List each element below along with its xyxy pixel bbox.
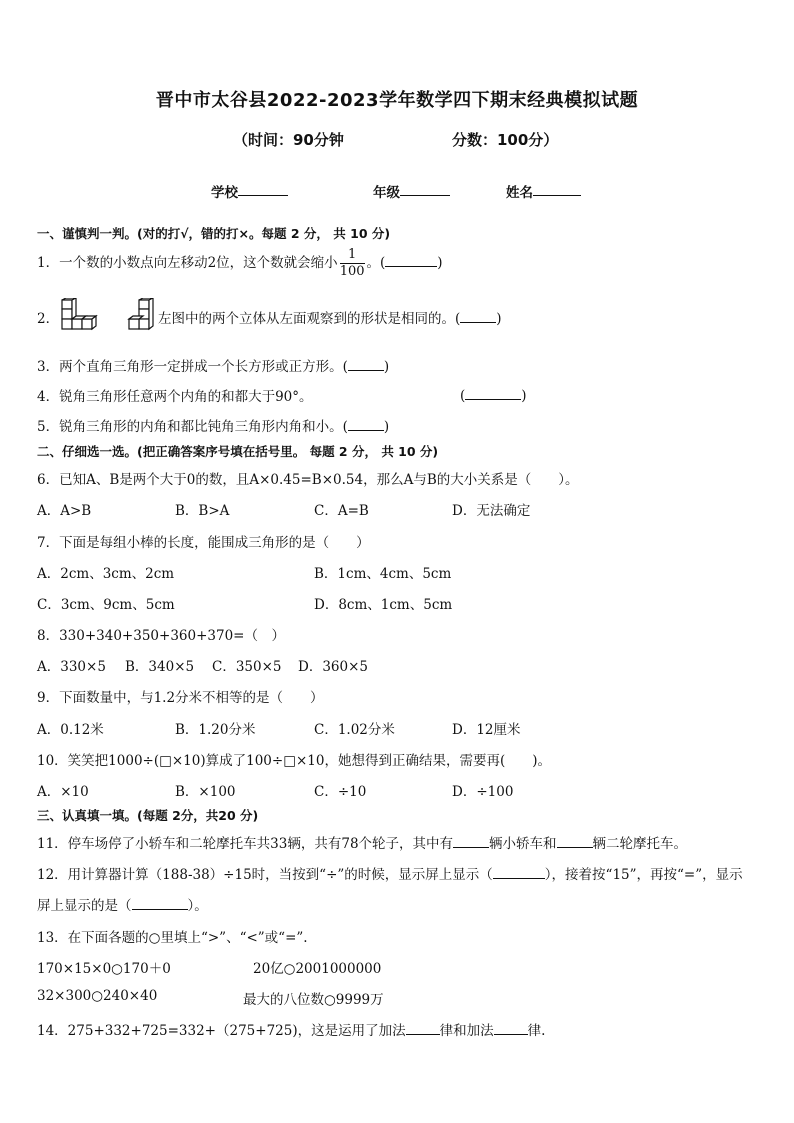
section1-heading: 一、谨慎判一判。(对的打√，错的打×。每题 2 分， 共 10 分) xyxy=(37,226,391,241)
q13-item-a[interactable]: 170×15×0○170＋0 xyxy=(37,961,171,977)
answer-blank-2[interactable] xyxy=(460,308,496,323)
question-12-cont: 屏上显示的是（ ）。 xyxy=(37,894,208,914)
school-label: 学校 xyxy=(211,185,238,201)
question-10: 10．笑笑把1000÷(□×10)算成了100÷□×10，她想得到正确结果，需要再( )。 xyxy=(37,753,551,769)
q9-option-c[interactable]: C．1.02分米 xyxy=(314,722,395,738)
answer-blank-1[interactable] xyxy=(385,252,437,267)
student-info xyxy=(0,181,794,203)
question-8: 8．330+340+350+360+370=（ ） xyxy=(37,628,285,644)
q6-option-b[interactable]: B．B>A xyxy=(175,503,230,519)
question-11: 11．停车场停了小轿车和二轮摩托车共33辆，共有78个轮子，其中有 辆小轿车和 辆二轮摩托车。 xyxy=(37,832,687,852)
question-5: 5．锐角三角形的内角和都比钝角三角形内角和小。( ) xyxy=(37,415,389,435)
q6-option-c[interactable]: C．A=B xyxy=(314,503,369,519)
q8-option-c[interactable]: C．350×5 xyxy=(212,659,282,675)
name-field[interactable] xyxy=(506,181,533,201)
page-title: 晋中市太谷县2022-2023学年数学四下期末经典模拟试题 xyxy=(155,90,639,111)
section3-heading: 三、认真填一填。(每题 2分，共20 分) xyxy=(37,808,259,823)
answer-blank-14b[interactable] xyxy=(494,1020,528,1035)
cube-stack-left-icon xyxy=(58,298,104,332)
question-4-answer: ( ) xyxy=(460,385,527,404)
question-6: 6．已知A、B是两个大于0的数，且A×0.45=B×0.54，那么A与B的大小关系是（ ）。 xyxy=(37,472,579,488)
question-13: 13．在下面各题的○里填上“>”、“<”或“=”. xyxy=(37,930,308,946)
q10-option-a[interactable]: A．×10 xyxy=(37,784,89,800)
answer-blank-5[interactable] xyxy=(348,416,384,431)
q7-option-b[interactable]: B．1cm、4cm、5cm xyxy=(314,566,452,582)
q6-option-a[interactable]: A．A>B xyxy=(37,503,92,519)
answer-blank-12b[interactable] xyxy=(132,895,188,910)
q13-item-c[interactable]: 32×300○240×40 xyxy=(37,988,158,1004)
q7-option-a[interactable]: A．2cm、3cm、2cm xyxy=(37,566,175,582)
q13-item-b[interactable]: 20亿○2001000000 xyxy=(253,961,382,977)
answer-blank-12a[interactable] xyxy=(493,864,545,879)
grade-label: 年级 xyxy=(373,185,400,201)
q10-option-d[interactable]: D．÷100 xyxy=(452,784,514,800)
school-field[interactable] xyxy=(211,181,238,201)
fraction-1-100: $\frac{1}{100}$ xyxy=(339,247,365,279)
question-2-number: 2． xyxy=(37,311,60,327)
q9-option-a[interactable]: A．0.12米 xyxy=(37,722,104,738)
name-label: 姓名 xyxy=(506,185,533,201)
q7-option-d[interactable]: D．8cm、1cm、5cm xyxy=(314,597,453,613)
question-3: 3．两个直角三角形一定拼成一个长方形或正方形。( ) xyxy=(37,355,389,375)
q6-option-d[interactable]: D．无法确定 xyxy=(452,503,531,519)
section2-heading: 二、仔细选一选。(把正确答案序号填在括号里。 每题 2 分， 共 10 分) xyxy=(37,444,439,459)
q13-item-d[interactable]: 最大的八位数○9999万 xyxy=(243,992,384,1008)
grade-field[interactable] xyxy=(373,181,400,201)
question-14: 14．275+332+725=332+（275+725)，这是运用了加法 律和加法 律. xyxy=(37,1019,545,1039)
exam-meta xyxy=(0,129,794,151)
q8-option-d[interactable]: D．360×5 xyxy=(298,659,368,675)
q9-option-b[interactable]: B．1.20分米 xyxy=(175,722,256,738)
q8-option-a[interactable]: A．330×5 xyxy=(37,659,106,675)
cube-stack-right-icon xyxy=(121,298,159,332)
question-4: 4．锐角三角形任意两个内角的和都大于90°。 xyxy=(37,389,313,405)
q8-option-b[interactable]: B．340×5 xyxy=(125,659,195,675)
question-2: 左图中的两个立体从左面观察到的形状是相同的。( ) xyxy=(158,307,502,327)
answer-blank-3[interactable] xyxy=(348,356,384,371)
exam-time: （时间：90分钟 xyxy=(233,131,344,149)
question-12: 12．用计算器计算（188-38）÷15时，当按到“÷”的时候，显示屏上显示（ ），接着按“15”，再按“=”，显示 xyxy=(37,863,743,883)
answer-blank-4[interactable] xyxy=(465,385,521,400)
exam-score: 分数：100分） xyxy=(452,131,559,149)
q10-option-b[interactable]: B．×100 xyxy=(175,784,236,800)
answer-blank-11b[interactable] xyxy=(557,833,593,848)
q9-option-d[interactable]: D．12厘米 xyxy=(452,722,521,738)
q7-option-c[interactable]: C．3cm、9cm、5cm xyxy=(37,597,175,613)
question-7: 7．下面是每组小棒的长度，能围成三角形的是（ ） xyxy=(37,535,370,551)
answer-blank-14a[interactable] xyxy=(406,1020,440,1035)
question-9: 9．下面数量中，与1.2分米不相等的是（ ） xyxy=(37,690,324,706)
question-1: 1．一个数的小数点向左移动2位，这个数就会缩小 $\frac{1}{100}$ 。( ) xyxy=(37,247,443,279)
answer-blank-11a[interactable] xyxy=(453,833,489,848)
q10-option-c[interactable]: C．÷10 xyxy=(314,784,367,800)
